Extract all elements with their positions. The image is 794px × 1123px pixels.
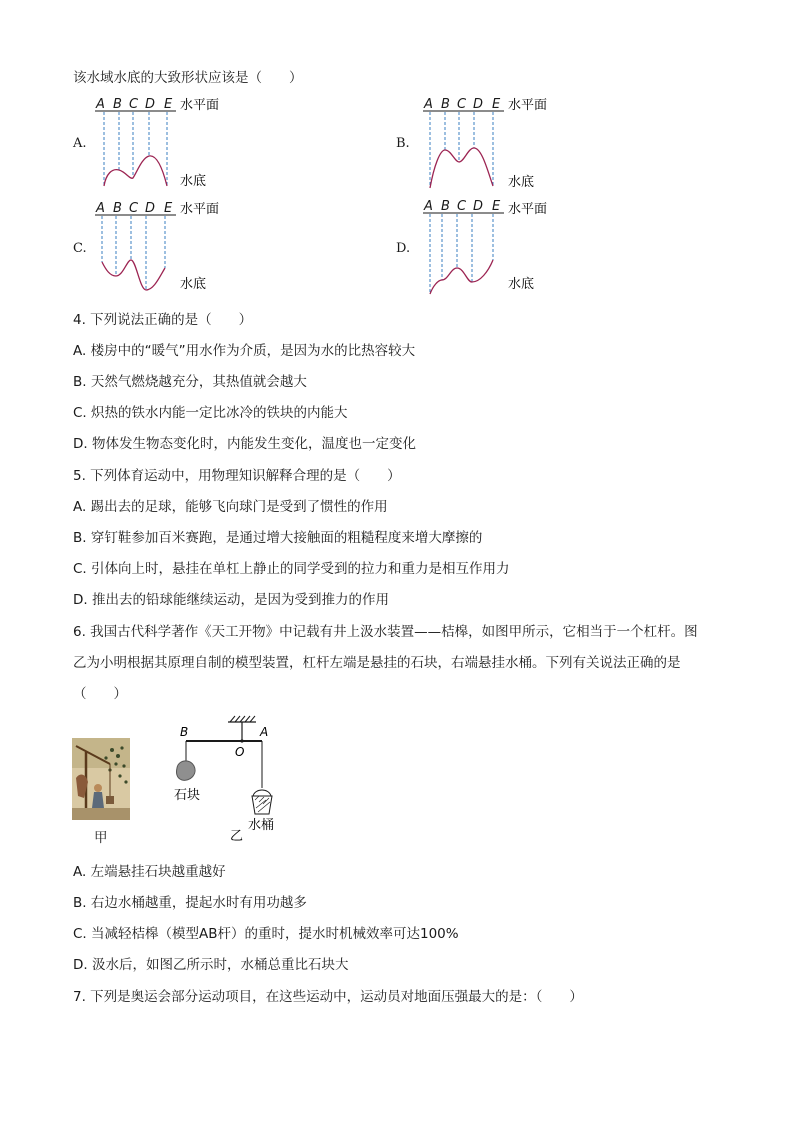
- q3-figure-c: [92, 198, 242, 298]
- label-b: B: [441, 199, 450, 214]
- label-a: A: [96, 201, 105, 216]
- q3-option-b-label[interactable]: B.: [396, 136, 410, 151]
- surface-label: 水平面: [180, 98, 220, 113]
- label-d: D: [473, 199, 484, 214]
- q6-option-c[interactable]: C. 当减轻桔槔（模型AB杆）的重时，提水时机械效率可达100%: [73, 926, 459, 942]
- point-a-label: A: [260, 725, 269, 739]
- q5-option-c[interactable]: C. 引体向上时，悬挂在单杠上静止的同学受到的拉力和重力是相互作用力: [73, 561, 510, 577]
- q6-option-b[interactable]: B. 右边水桶越重，提起水时有用功越多: [73, 895, 307, 911]
- label-b: B: [441, 97, 450, 112]
- label-b: B: [113, 201, 122, 216]
- q3-figure-d: [420, 196, 570, 300]
- q6-option-d[interactable]: D. 汲水后，如图乙所示时，水桶总重比石块大: [73, 957, 349, 973]
- q3-figure-b: [420, 94, 570, 194]
- label-b: B: [113, 97, 122, 112]
- label-e: E: [164, 201, 173, 216]
- q4-option-d[interactable]: D. 物体发生物态变化时，内能发生变化，温度也一定变化: [73, 436, 416, 452]
- q5-stem: 5. 下列体育运动中，用物理知识解释合理的是（ ）: [73, 468, 401, 484]
- label-c: C: [129, 97, 139, 112]
- surface-label: 水平面: [180, 202, 220, 217]
- label-d: D: [473, 97, 484, 112]
- q6-figure-yi-diagram: [160, 712, 300, 847]
- q4-stem: 4. 下列说法正确的是（ ）: [73, 312, 253, 328]
- q7-stem: 7. 下列是奥运会部分运动项目，在这些运动中，运动员对地面压强最大的是：（ ）: [73, 989, 583, 1005]
- label-e: E: [492, 97, 501, 112]
- bottom-label: 水底: [508, 277, 535, 292]
- q4-option-b[interactable]: B. 天然气燃烧越充分，其热值就会越大: [73, 374, 307, 390]
- bucket-label: 水桶: [248, 818, 275, 833]
- q5-option-b[interactable]: B. 穿钉鞋参加百米赛跑，是通过增大接触面的粗糙程度来增大摩擦的: [73, 530, 483, 546]
- point-b-label: B: [180, 725, 189, 739]
- label-d: D: [145, 201, 156, 216]
- q3-option-c-label[interactable]: C.: [73, 241, 87, 256]
- label-a: A: [424, 199, 433, 214]
- q6-option-a[interactable]: A. 左端悬挂石块越重越好: [73, 864, 226, 880]
- q3-stem: 该水域水底的大致形状应该是（ ）: [73, 70, 303, 86]
- q4-option-c[interactable]: C. 炽热的铁水内能一定比冰冷的铁块的内能大: [73, 405, 348, 421]
- q6-stem-line2: 乙为小明根据其原理自制的模型装置，杠杆左端是悬挂的石块，右端悬挂水桶。下列有关说法正确的是: [73, 655, 681, 671]
- bottom-label: 水底: [508, 175, 535, 190]
- surface-label: 水平面: [508, 98, 548, 113]
- q3-figure-a: [92, 94, 242, 194]
- label-a: A: [96, 97, 105, 112]
- q6-stem-line1: 6. 我国古代科学著作《天工开物》中记载有井上汲水装置——桔槔，如图甲所示，它相当于一个杠杆。图: [73, 624, 698, 640]
- q6-figure-jia-illustration: [72, 738, 130, 820]
- q5-option-d[interactable]: D. 推出去的铅球能继续运动，是因为受到推力的作用: [73, 592, 389, 608]
- label-c: C: [129, 201, 139, 216]
- q5-option-a[interactable]: A. 踢出去的足球，能够飞向球门是受到了惯性的作用: [73, 499, 388, 515]
- q3-option-d-label[interactable]: D.: [396, 241, 411, 256]
- point-o-label: O: [235, 745, 245, 759]
- bottom-label: 水底: [180, 277, 207, 292]
- q3-option-a-label[interactable]: A.: [73, 136, 87, 151]
- label-c: C: [457, 97, 467, 112]
- q6-figure-yi-label: 乙: [230, 829, 244, 844]
- label-a: A: [424, 97, 433, 112]
- label-c: C: [457, 199, 467, 214]
- q6-stem-line3: （ ）: [73, 686, 127, 702]
- stone-shape: [177, 761, 196, 780]
- label-e: E: [492, 199, 501, 214]
- label-d: D: [145, 97, 156, 112]
- bottom-label: 水底: [180, 174, 207, 189]
- label-e: E: [164, 97, 173, 112]
- q4-option-a[interactable]: A. 楼房中的“暖气”用水作为介质，是因为水的比热容较大: [73, 343, 416, 359]
- q6-figure-jia-label: 甲: [94, 830, 108, 846]
- surface-label: 水平面: [508, 202, 548, 217]
- stone-label: 石块: [174, 788, 201, 803]
